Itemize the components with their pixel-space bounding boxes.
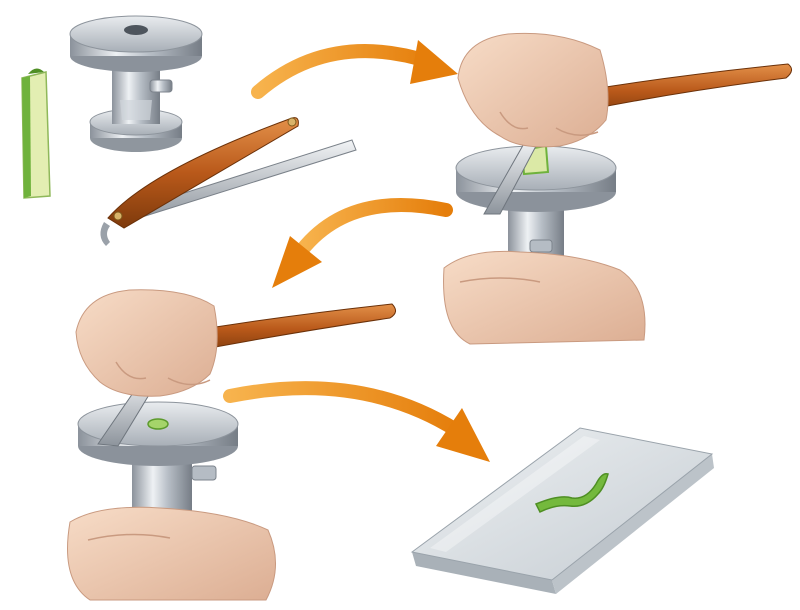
step-mount-slide xyxy=(412,428,714,594)
arrow-step-3-to-4 xyxy=(230,388,490,462)
holding-hand xyxy=(444,251,645,344)
hand-microtome xyxy=(70,16,202,152)
cutting-hand xyxy=(458,33,608,147)
step-tools xyxy=(22,16,356,246)
step-cut-section xyxy=(68,290,396,600)
stem-cross-section xyxy=(148,419,168,429)
arrow-step-1-to-2 xyxy=(258,40,458,92)
arrow-step-2-to-3 xyxy=(272,205,446,288)
glass-slide xyxy=(412,428,714,594)
plant-stem xyxy=(22,68,50,198)
holding-hand-2 xyxy=(68,507,276,600)
cutting-hand-2 xyxy=(76,290,217,396)
step-trim-top xyxy=(444,33,792,344)
